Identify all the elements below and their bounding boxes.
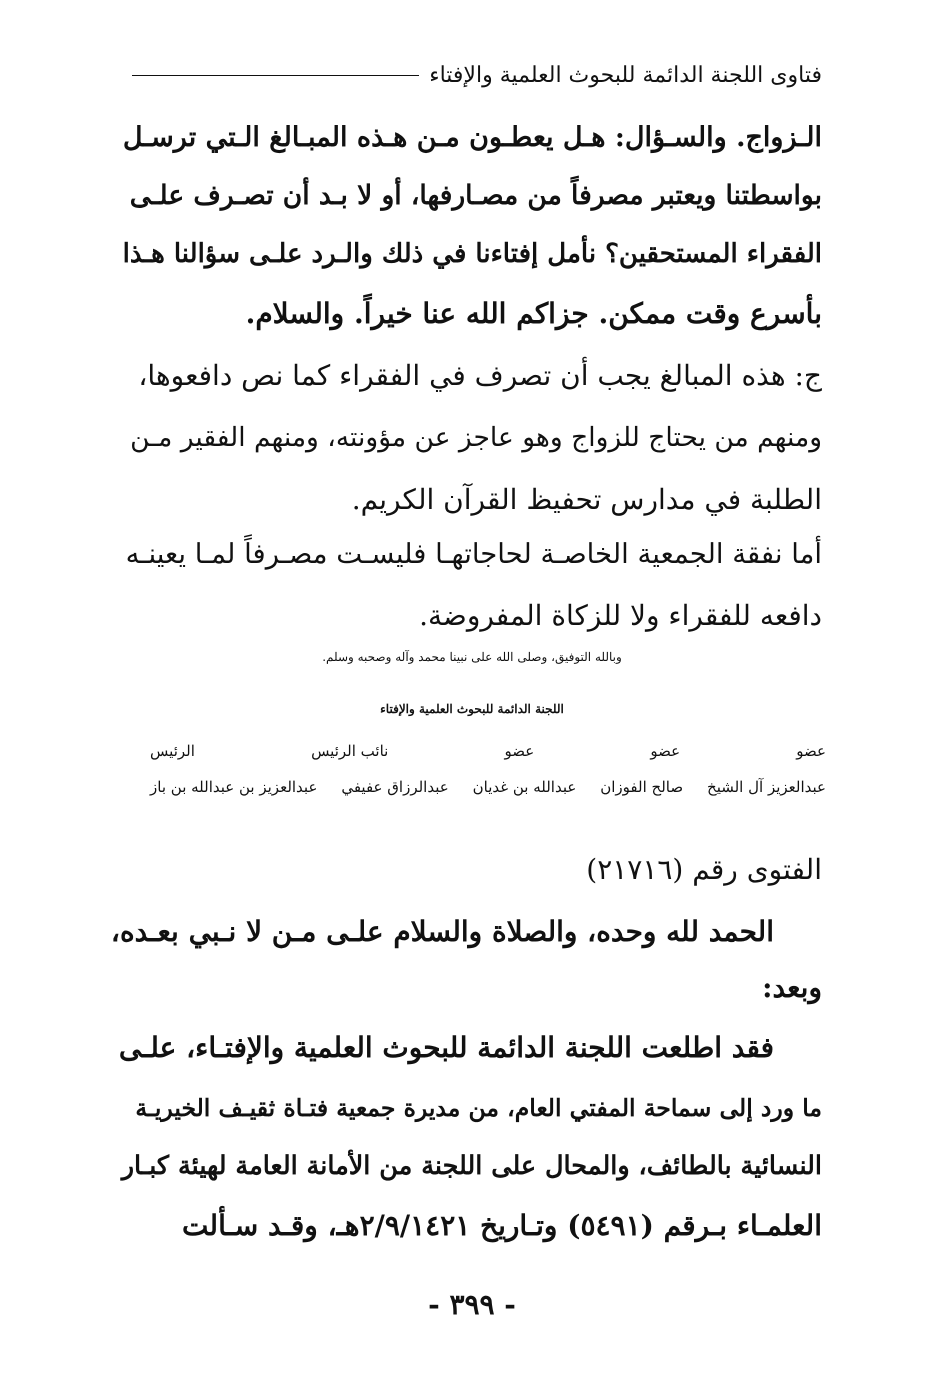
signatory-role: عضو (504, 742, 535, 760)
question-line-4: بأسرع وقت ممكن. جزاكم الله عنا خيراً. والسلام. (245, 297, 822, 330)
answer-line-3: الطلبة في مدارس تحفيظ القرآن الكريم. (351, 483, 822, 516)
fatwa-body-line-1: الحمد لله وحده، والصلاة والسلام علـى مـن لا نـبي بعـده، (110, 915, 774, 948)
committee-name: اللجنة الدائمة للبحوث العلمية والإفتاء (380, 702, 564, 716)
signatory-name: عبدالعزيز آل الشيخ (707, 778, 826, 796)
signatory-role: الرئيس (150, 742, 195, 760)
answer-line-1: ج: هذه المبالغ يجب أن تصرف في الفقراء كما نص دافعوها، (138, 359, 822, 392)
fatwa-body-line-4: ما ورد إلى سماحة المفتي العام، من مديرة جمعية فتـاة ثقيـف الخيريـة (135, 1094, 822, 1122)
signatory-roles (150, 742, 826, 760)
running-header (132, 58, 822, 92)
fatwa-body-line-2: وبعد: (762, 971, 822, 1004)
header-title: فتاوى اللجنة الدائمة للبحوث العلمية والإفتاء (429, 62, 822, 88)
question-line-1: الـزواج. والسـؤال: هـل يعطـون مـن هـذه المبـالغ الـتي ترسـل (122, 122, 822, 153)
header-rule (132, 75, 419, 76)
answer-line-4: أما نفقة الجمعية الخاصـة لحاجاتهـا فليسـت مصـرفاً لمـا يعينـه (125, 538, 822, 570)
answer-line-2: ومنهم من يحتاج للزواج وهو عاجز عن مؤونته، ومنهم الفقير مـن (130, 422, 822, 453)
fatwa-number: الفتوى رقم (٢١٧١٦) (586, 853, 822, 886)
signatory-role: عضو (650, 742, 681, 760)
question-line-3: الفقراء المستحقين؟ نأمل إفتاءنا في ذلك والـرد علـى سؤالنا هـذا (122, 239, 822, 269)
answer-line-5: دافعه للفقراء ولا للزكاة المفروضة. (419, 599, 822, 632)
fatwa-body-line-6: العلمـاء بـرقم (٥٤٩١) وتـاريخ ٢/٩/١٤٢١هـ، وقـد سـألت (182, 1209, 822, 1242)
fatwa-body-line-5: النسائية بالطائف، والمحال على اللجنة من الأمانة العامة لهيئة كبـار (121, 1151, 822, 1181)
signatory-name: عبدالعزيز بن عبدالله بن باز (150, 778, 318, 796)
question-line-2: بواسطتنا ويعتبر مصرفاً من مصـارفها، أو لا بـد أن تصـرف علـى (129, 180, 822, 211)
signatory-name: صالح الفوزان (600, 778, 684, 796)
signatory-role: نائب الرئيس (311, 742, 389, 760)
page-number: - ٣٩٩ - (428, 1288, 516, 1321)
closing-line: وبالله التوفيق، وصلى الله على نبينا محمد وآله وصحبه وسلم. (322, 650, 622, 664)
signatory-names (150, 778, 826, 796)
signatory-name: عبدالرزاق عفيفي (341, 778, 449, 796)
signatory-role: عضو (796, 742, 826, 760)
fatwa-body-line-3: فقد اطلعت اللجنة الدائمة للبحوث العلمية والإفتـاء، علـى (118, 1031, 774, 1064)
signatory-name: عبدالله بن غديان (472, 778, 577, 796)
